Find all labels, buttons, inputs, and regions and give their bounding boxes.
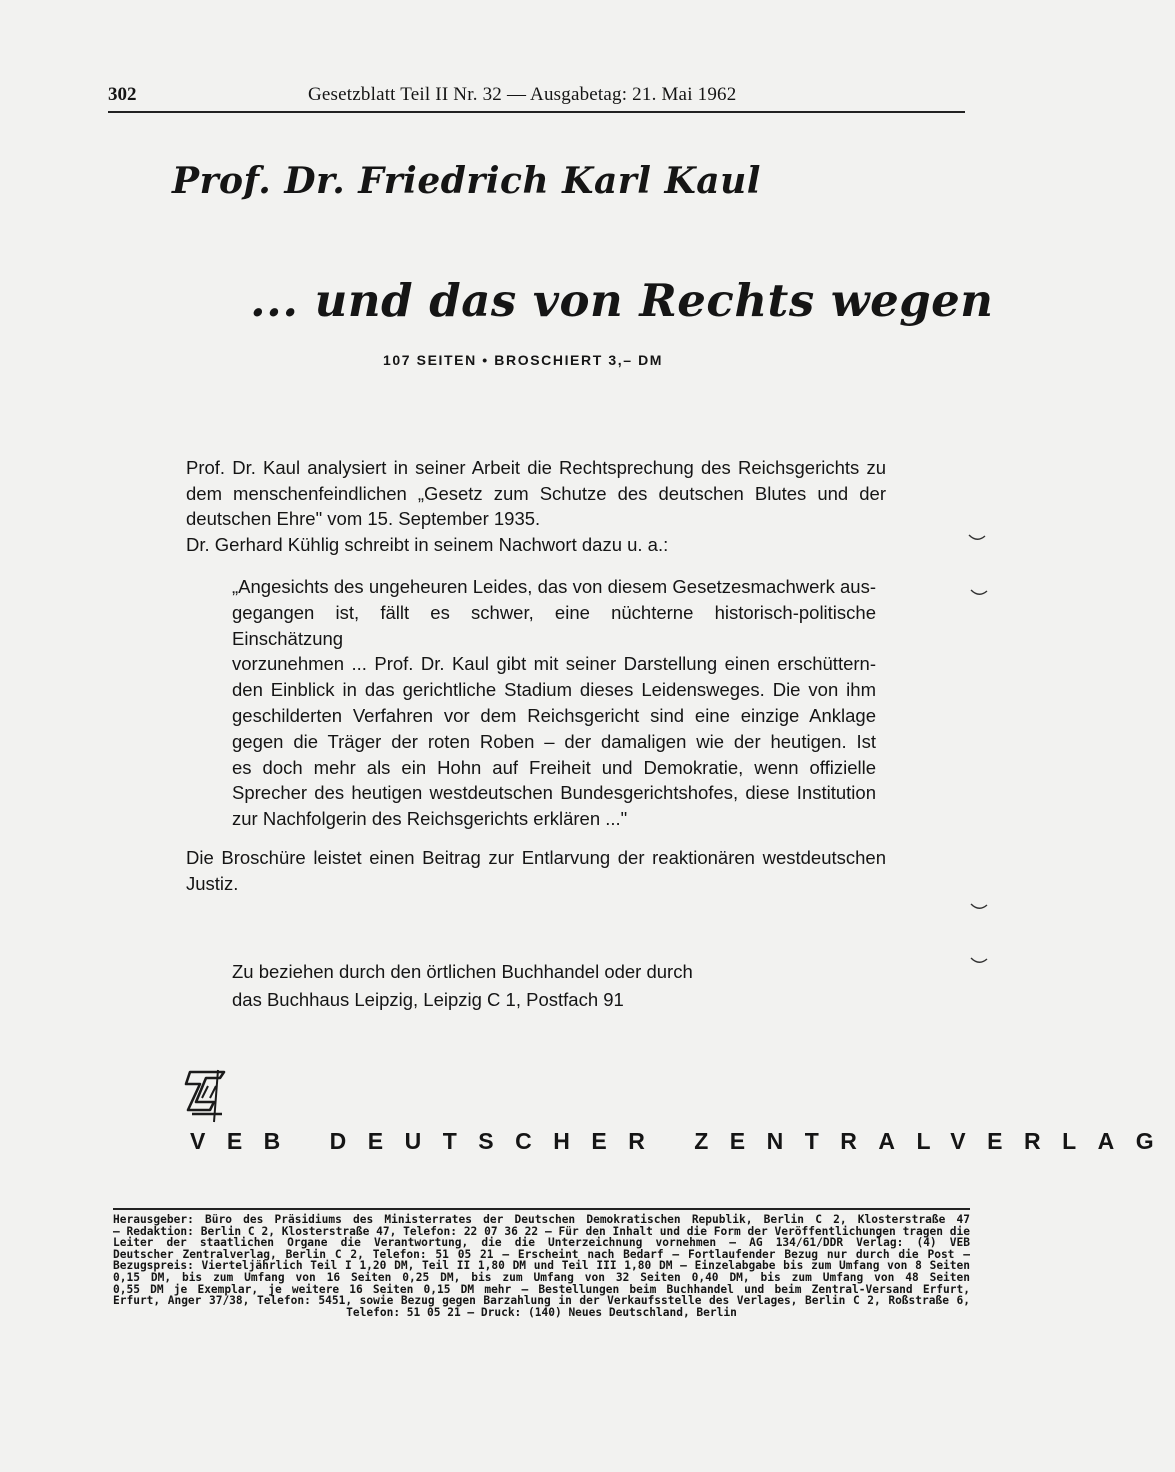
- imprint-line: Telefon: 51 05 21 – Druck: (140) Neues Deutschland, Berlin: [346, 1305, 737, 1319]
- page-number: 302: [108, 84, 137, 105]
- quote-line: Sprecher des heutigen westdeutschen Bundesgerichtshofes, diese Institution: [232, 782, 876, 804]
- quote-line: es doch mehr als ein Hohn auf Freiheit und Demokratie, wenn offizielle: [232, 756, 876, 778]
- closing-paragraph: [186, 845, 886, 896]
- header-title: Gesetzblatt Teil II Nr. 32 — Ausgabetag: 21. Mai 1962: [308, 84, 737, 105]
- book-title: ... und das von Rechts wegen: [250, 274, 994, 327]
- imprint-line: Leiter der staatlichen Organe die Verantwortung, die die Unterzeichnung vornehmen – AG 134/61/DDR Verlag: (4) VEB: [113, 1236, 970, 1250]
- imprint-line: – Redaktion: Berlin C 2, Klosterstraße 47, Telefon: 22 07 36 22 – Für den Inhalt und die Form der Veröffentlichungen tragen die: [113, 1224, 970, 1238]
- intro-line: Dr. Gerhard Kühlig schreibt in seinem Nachwort dazu u. a.:: [186, 533, 669, 555]
- margin-mark-icon: [970, 956, 988, 966]
- margin-mark-icon: [970, 902, 988, 912]
- margin-mark-icon: [968, 533, 986, 543]
- margin-mark-icon: [970, 588, 988, 598]
- header-rule: [108, 111, 965, 113]
- intro-paragraph: [186, 455, 886, 557]
- quote-line: „Angesichts des ungeheuren Leides, das von diesem Gesetzesmachwerk aus-: [232, 576, 876, 597]
- imprint-block: [113, 1214, 970, 1318]
- author-name: Prof. Dr. Friedrich Karl Kaul: [172, 160, 761, 202]
- imprint-line: 0,55 DM je Exemplar, je weitere 16 Seiten 0,15 DM mehr – Bestellungen beim Buchhandel und beim Zentral-Versand Erfurt,: [113, 1282, 970, 1296]
- intro-line: Prof. Dr. Kaul analysiert in seiner Arbeit die Rechtsprechung des Reichsgerichts zu: [186, 457, 886, 478]
- quote-line: gegangen ist, fällt es schwer, eine nüchterne historisch-politische Einschätzung: [232, 601, 876, 649]
- closing-line: Justiz.: [186, 872, 239, 894]
- quote-line: gegen die Träger der roten Roben – der damaligen wie der heutigen. Ist: [232, 730, 876, 752]
- quote-line: vorzunehmen ... Prof. Dr. Kaul gibt mit seiner Darstellung einen erschüttern-: [232, 653, 876, 675]
- publisher-logo-icon: [184, 1068, 230, 1124]
- imprint-line: Herausgeber: Büro des Präsidiums des Ministerrates der Deutschen Demokratischen Republik, Berlin C 2, Klosterstraße 47: [113, 1213, 970, 1226]
- imprint-line: Erfurt, Anger 37/38, Telefon: 5451, sowie Bezug gegen Barzahlung in der Verkaufsstelle des Verlages, Berlin C 2, Roßstraße 6,: [113, 1294, 970, 1308]
- intro-line: deutschen Ehre" vom 15. September 1935.: [186, 508, 541, 529]
- imprint-line: Bezugspreis: Vierteljährlich Teil I 1,20 DM, Teil II 1,80 DM und Teil III 1,80 DM – Einzelabgabe bis zum Umfang von 8 Seiten: [113, 1259, 970, 1273]
- quote-block: [232, 574, 876, 832]
- page-header: [108, 84, 965, 112]
- imprint-line: 0,15 DM, bis zum Umfang von 16 Seiten 0,25 DM, bis zum Umfang von 32 Seiten 0,40 DM, bis zum Umfang von 48 Seiten: [113, 1270, 970, 1284]
- order-line: Zu beziehen durch den örtlichen Buchhandel oder durch: [232, 961, 693, 982]
- imprint-line: Deutscher Zentralverlag, Berlin C 2, Telefon: 51 05 21 – Erscheint nach Bedarf – Fortlaufender Bezug nur durch die Post –: [113, 1247, 970, 1261]
- imprint-rule: [113, 1208, 970, 1210]
- order-line: das Buchhaus Leipzig, Leipzig C 1, Postfach 91: [232, 989, 624, 1010]
- order-info: [232, 958, 693, 1014]
- quote-line: geschilderten Verfahren vor dem Reichsgericht sind eine einzige Anklage: [232, 704, 876, 726]
- intro-line: dem menschenfeindlichen „Gesetz zum Schutze des deutschen Blutes und der: [186, 482, 886, 504]
- quote-line: zur Nachfolgerin des Reichsgerichts erklären ...": [232, 808, 628, 830]
- quote-line: den Einblick in das gerichtliche Stadium dieses Leidensweges. Die von ihm: [232, 679, 876, 701]
- closing-line: Die Broschüre leistet einen Beitrag zur Entlarvung der reaktionären westdeutschen: [186, 847, 886, 868]
- publisher-name: VEB DEUTSCHER ZENTRALVERLAG: [190, 1128, 1175, 1154]
- book-meta: 107 SEITEN • BROSCHIERT 3,– DM: [383, 352, 664, 368]
